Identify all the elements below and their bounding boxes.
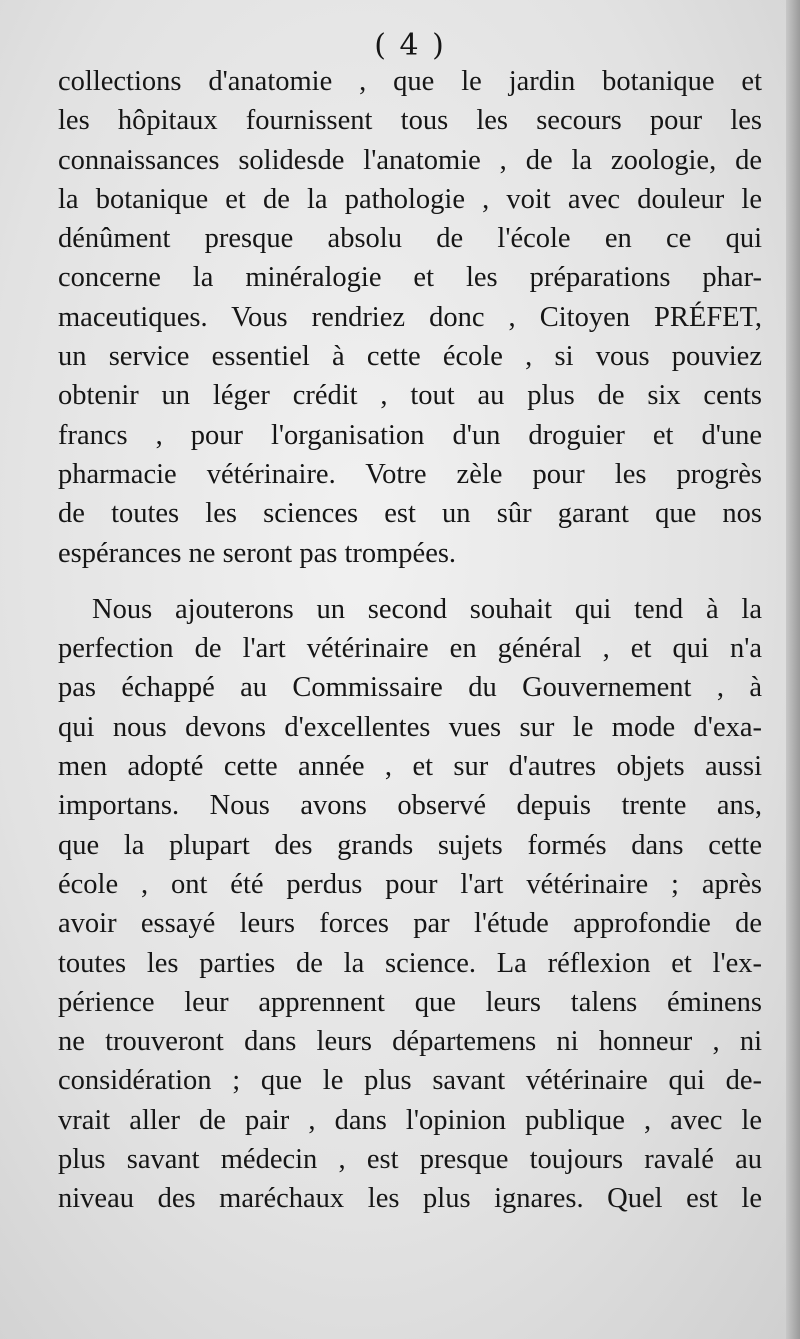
text-line: pas échappé au Commissaire du Gouvernement , à bbox=[58, 672, 762, 704]
text-line: obtenir un léger crédit , tout au plus de six cents bbox=[58, 380, 762, 412]
text-line: qui nous devons d'excellentes vues sur le mode d'exa- bbox=[58, 711, 762, 743]
text-line: concerne la minéralogie et les préparations phar- bbox=[58, 262, 762, 294]
text-line: maceutiques. Vous rendriez donc , Citoyen PRÉFET, bbox=[58, 301, 762, 333]
page-number: ( 4 ) bbox=[374, 28, 446, 63]
text-line: les hôpitaux fournissent tous les secours pour les bbox=[58, 105, 762, 137]
page-edge-shadow bbox=[786, 0, 800, 1339]
text-line: perfection de l'art vétérinaire en général , et qui n'a bbox=[58, 633, 762, 665]
text-line: espérances ne seront pas trompées. bbox=[58, 537, 457, 569]
text-line: toutes les parties de la science. La réflexion et l'ex- bbox=[58, 947, 762, 979]
text-line: avoir essayé leurs forces par l'étude approfondie de bbox=[58, 908, 762, 940]
text-line: niveau des maréchaux les plus ignares. Quel est le bbox=[58, 1183, 762, 1215]
text-line: dénûment presque absolu de l'école en ce qui bbox=[58, 223, 762, 255]
text-line: pharmacie vétérinaire. Votre zèle pour les progrès bbox=[58, 458, 762, 490]
text-line: plus savant médecin , est presque toujours ravalé au bbox=[58, 1144, 762, 1176]
text-line: de toutes les sciences est un sûr garant que nos bbox=[58, 498, 762, 530]
text-line: école , ont été perdus pour l'art vétérinaire ; après bbox=[58, 868, 762, 900]
text-line: vrait aller de pair , dans l'opinion publique , avec le bbox=[58, 1104, 762, 1136]
text-line: connaissances solidesde l'anatomie , de la zoologie, de bbox=[58, 144, 762, 176]
text-line: que la plupart des grands sujets formés dans cette bbox=[58, 829, 762, 861]
text-line: ne trouveront dans leurs départemens ni honneur , ni bbox=[58, 1026, 762, 1058]
text-line: considération ; que le plus savant vétérinaire qui de- bbox=[58, 1065, 762, 1097]
paragraph-2 bbox=[58, 590, 762, 1219]
text-line: périence leur apprennent que leurs talens éminens bbox=[58, 986, 762, 1018]
text-line: francs , pour l'organisation d'un droguier et d'une bbox=[58, 419, 762, 451]
paragraph-gap bbox=[58, 573, 762, 590]
text-line: collections d'anatomie , que le jardin botanique et bbox=[58, 66, 762, 97]
paragraph-1 bbox=[58, 62, 762, 573]
text-line: men adopté cette année , et sur d'autres objets aussi bbox=[58, 751, 762, 783]
text-line: la botanique et de la pathologie , voit avec douleur le bbox=[58, 183, 762, 215]
text-line: importans. Nous avons observé depuis trente ans, bbox=[58, 790, 762, 822]
body-text bbox=[58, 62, 762, 1219]
text-line: Nous ajouterons un second souhait qui tend à la bbox=[92, 593, 762, 625]
text-line: un service essentiel à cette école , si vous pouviez bbox=[58, 341, 762, 373]
